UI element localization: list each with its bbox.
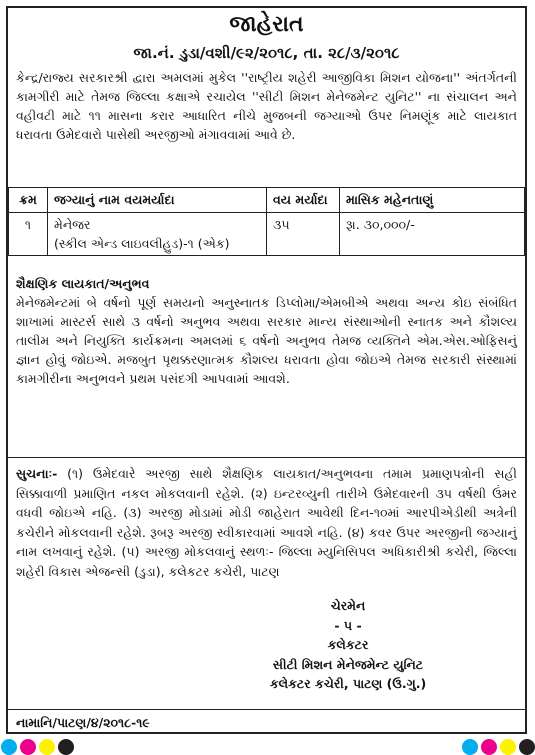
registration-dot-black	[58, 739, 74, 755]
qualification-text: મેનેજમેન્ટમાં બે વર્ષનો પૂર્ણ સમયનો અનુસ્નાતક ડિપ્લોમા/એમબીએ અથવા અન્ય કોઇ સંબંધિત શાખામાં માસ્ટર્સ સાથે ૩ વર્ષનો અનુભવ અથવા સરકાર માન્ય સંસ્થાઓની સ્નાતક અને કૌશલ્ય તાલીમ અને નિયુક્તિ કાર્યક્રમના અમલમાં ૬ વર્ષનો અનુભવ તેમજ વ્યક્તિને એમ.એસ.ઓફિસનું જ્ઞાન હોવું જોઇએ. મજબુત પૃથક્કરણાત્મક કૌશલ્ય ધરાવતા હોવા જોઇએ તેમજ સરકારી સંસ્થામાં કામગીરીના અનુભવને પ્રથમ પસંદગી આપવામાં આવશે.	[16, 295, 517, 386]
registration-dot-black	[519, 739, 535, 755]
signature-office: કલેકટર કચેરી, પાટણ (ઉ.ગુ.)	[269, 676, 427, 691]
qualification-section	[16, 274, 517, 388]
registration-dot-yellow	[39, 739, 55, 755]
cell-post-name	[48, 213, 267, 256]
posts-table	[8, 187, 525, 256]
post-name-line1: મેનેજર	[54, 217, 91, 232]
instructions-text: (૧) ઉમેદવારે અરજી સાથે શૈક્ષણિક લાયકાત/અનુભવના તમામ પ્રમાણપત્રોની સહી સિક્કાવાળી પ્રમાણિત નકલ મોકલવાની રહેશે. (૨) ઇન્ટરવ્યુની તારીખે ઉમેદવારની ૩૫ વર્ષથી ઉંમર વધવી જોઇએ નહિ. (૩) અરજી મોડામાં મોડી જાહેરાત આવેથી દિન-૧૦માં આરપીએડીથી અત્રેની કચેરીને મોકલવાની રહેશે. રૂબરૂ અરજી સ્વીકારવામાં આવશે નહિ. (૪) કવર ઉપર અરજીની જગ્યાનું નામ લખવાનું રહેશે. (૫) અરજી મોકલવાનું સ્થળઃ- જિલ્લા મ્યુનિસિપલ અધિકારીશ્રી કચેરી, જિલ્લા શહેરી વિકાસ એજન્સી (ડુડા), કલેકટર કચેરી, પાટણ	[16, 466, 517, 579]
footer-code: નામાનિ/પાટણ/૪/૨૦૧૮-૧૯	[16, 715, 150, 730]
registration-dot-cyan	[1, 739, 17, 755]
reference-number: જા.નં. ડુડા/વશી/૯૨/૨૦૧૮, તા. ૨૮/૩/૨૦૧૮	[133, 44, 400, 62]
signature-chairman: ચેરમેન	[330, 598, 366, 613]
registration-marks	[0, 739, 535, 750]
header-age-limit: વય મર્યાદા	[267, 188, 340, 213]
cell-age-limit: ૩૫	[267, 213, 340, 256]
signature-unit: સીટી મિશન મેનેજમેન્ટ યુનિટ	[272, 656, 424, 672]
section-divider	[8, 457, 525, 458]
cell-serial: ૧	[9, 213, 48, 256]
advertisement-box	[6, 6, 527, 734]
header-salary: માસિક મહેનતાણું	[340, 188, 525, 213]
cell-salary: રૂા. ૩૦,૦૦૦/-	[340, 213, 525, 256]
advertisement-title: જાહેરાત	[229, 12, 304, 37]
signature-sign-mark: - ૫ -	[334, 617, 362, 633]
post-name-line2: (સ્કીલ એન્ડ લાઇવલીહુડ)-૧ (એક)	[54, 236, 230, 251]
registration-dot-magenta	[20, 739, 36, 755]
table-header-row	[9, 188, 525, 213]
header-serial: ક્રમ	[9, 188, 48, 213]
instructions-section	[16, 464, 517, 581]
registration-dot-magenta	[481, 739, 497, 755]
registration-dot-cyan	[462, 739, 478, 755]
registration-dot-yellow	[500, 739, 516, 755]
table-row	[9, 213, 525, 256]
header-post-name: જગ્યાનું નામ વયમર્યાદા	[48, 188, 267, 213]
signature-block	[158, 596, 535, 694]
signature-collector: કલેકટર	[327, 637, 369, 652]
instructions-heading: સુચનાઃ-	[16, 466, 58, 481]
footer-divider	[8, 709, 525, 710]
qualification-heading: શૈક્ષણિક લાયકાત/અનુભવ	[16, 276, 150, 291]
intro-paragraph: કેન્દ્ર/રાજ્ય સરકારશ્રી દ્વારા અમલમાં મુકેલ ''રાષ્ટ્રીય શહેરી આજીવિકા મિશન યોજના'' અંતર્ગતની કામગીરી માટે તેમજ જિલ્લા કક્ષાએ રચાયેલ ''સીટી મિશન મેનેજમેન્ટ યુનિટ'' ના સંચાલન અને વહીવટી માટે ૧૧ માસના કરાર આધારિત નીચે મુજબની જગ્યાઓ ઉપર નિમણૂંક માટે લાયકાત ધરાવતા ઉમેદવારો પાસેથી અરજીઓ મંગાવવામાં આવે છે.	[16, 70, 517, 142]
